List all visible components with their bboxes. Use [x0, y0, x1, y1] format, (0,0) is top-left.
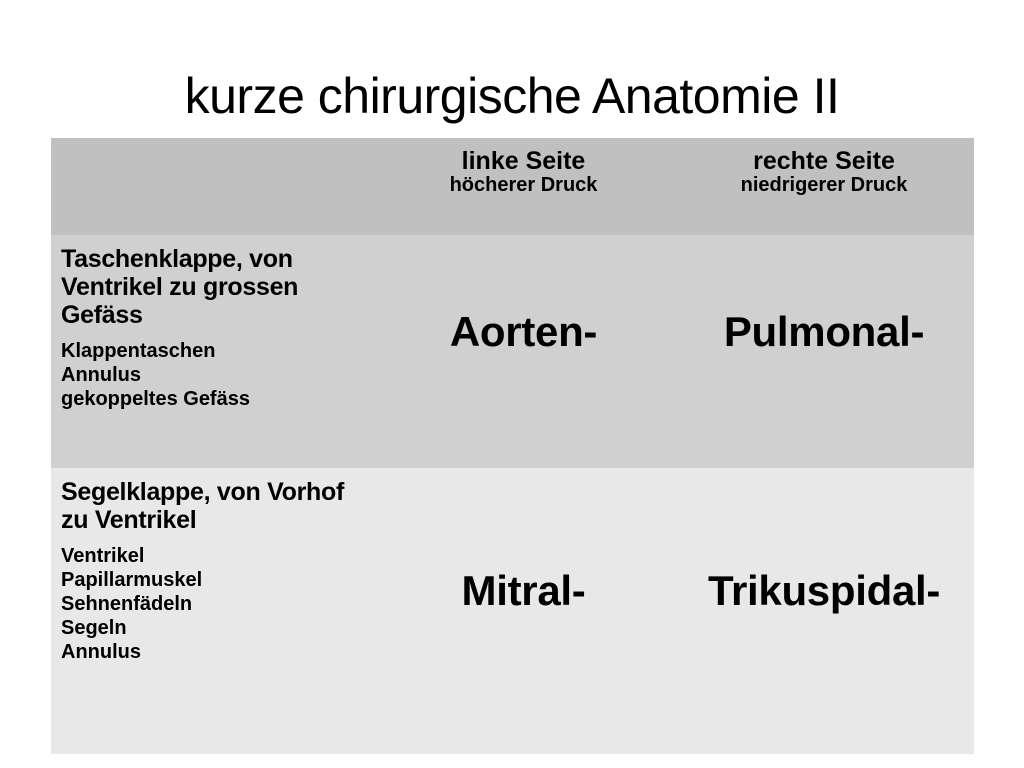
header-left-subtitle: höcherer Druck: [449, 174, 598, 196]
detail-item: Segeln: [61, 617, 127, 639]
row-details-list: [61, 339, 369, 411]
detail-item: Ventrikel: [61, 545, 145, 567]
header-right-subtitle: niedrigerer Druck: [740, 174, 908, 196]
detail-item: Klappentaschen: [61, 340, 216, 362]
row-details-list: [61, 544, 369, 664]
detail-item: Papillarmuskel: [61, 569, 203, 591]
row-description: Segelklappe, von Vorhof zu Ventrikel: [61, 478, 344, 534]
row-description-cell: [51, 468, 373, 754]
table-row-semilunar: [51, 235, 974, 468]
table-row-atrioventricular: [51, 468, 974, 754]
header-right-side: [674, 138, 974, 235]
detail-item: Sehnenfädeln: [61, 593, 193, 615]
detail-item: gekoppeltes Gefäss: [61, 388, 250, 410]
table-header-row: [51, 138, 974, 235]
right-valve-cell: Trikuspidal-: [674, 468, 974, 754]
row-description-cell: [51, 235, 373, 468]
right-valve-cell: Pulmonal-: [674, 235, 974, 468]
anatomy-table-container: [51, 138, 974, 754]
detail-item: Annulus: [61, 364, 141, 386]
anatomy-table: [51, 138, 974, 754]
header-empty-cell: [51, 138, 373, 235]
header-right-title: rechte Seite: [753, 147, 895, 175]
slide-title: kurze chirurgische Anatomie II: [184, 68, 840, 124]
header-left-title: linke Seite: [461, 147, 586, 175]
left-valve-cell: Aorten-: [373, 235, 674, 468]
row-description: Taschenklappe, von Ventrikel zu grossen Gefäss: [61, 245, 299, 329]
detail-item: Annulus: [61, 641, 141, 663]
left-valve-cell: Mitral-: [373, 468, 674, 754]
header-left-side: [373, 138, 674, 235]
